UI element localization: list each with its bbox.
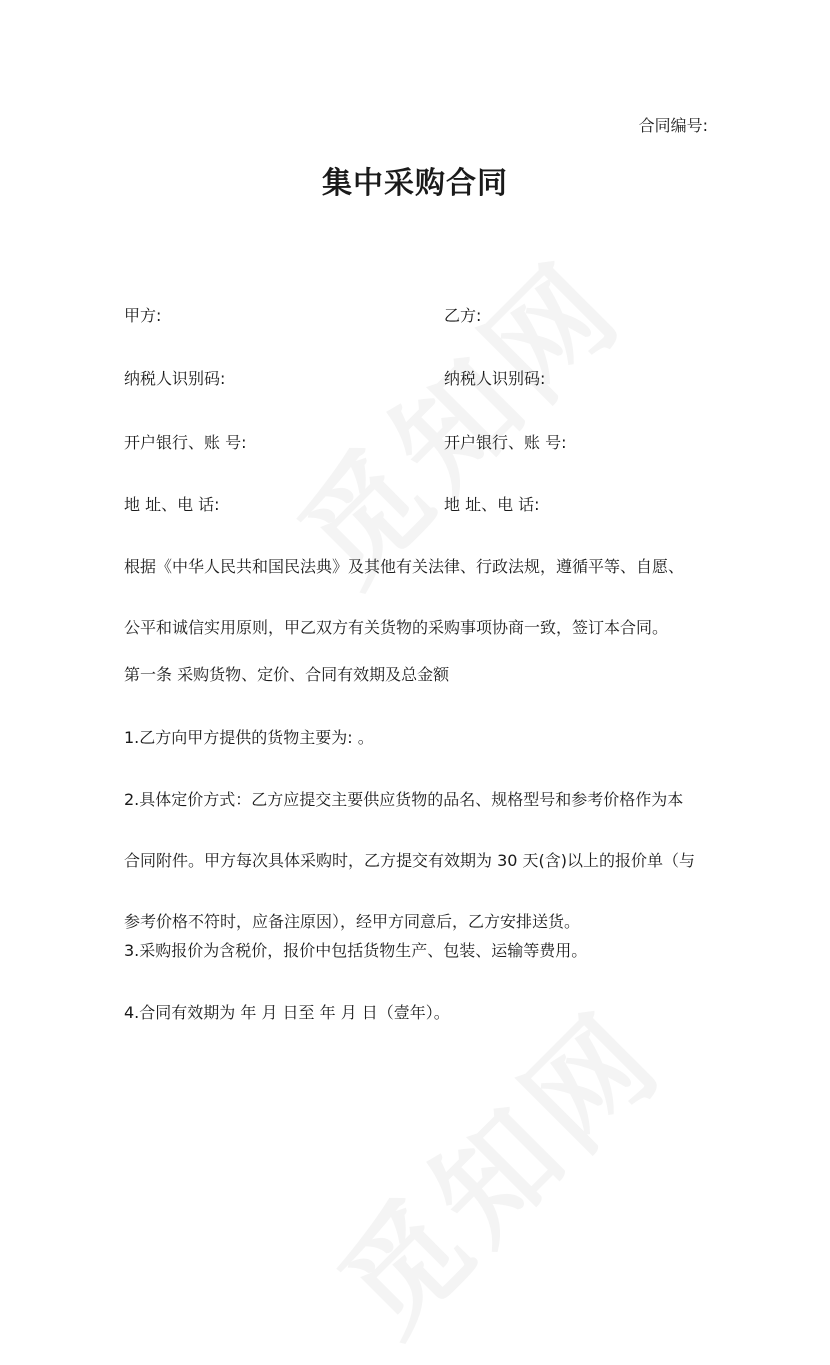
party-a-name-label: 甲方: [124,306,162,325]
item-2-line-2: 合同附件。甲方每次具体采购时，乙方提交有效期为 30 天(含)以上的报价单（与 [124,851,696,870]
party-name-row [124,303,724,327]
item-2-line-3: 参考价格不符时，应备注原因），经甲方同意后，乙方安排送货。 [124,912,581,931]
contract-title: 集中采购合同 [322,166,508,201]
party-b-address-label: 地 址、电 话: [444,495,540,514]
party-address-row [124,492,724,516]
party-tax-id-row [124,366,724,390]
contract-number-label: 合同编号: [638,116,708,135]
party-b-tax-id-label: 纳税人识别码: [444,369,546,388]
basis-line-1: 根据《中华人民共和国民法典》及其他有关法律、行政法规，遵循平等、自愿、 [124,557,685,576]
article-1-item-3: 3.采购报价为含税价，报价中包括货物生产、包装、运输等费用。 [124,941,588,960]
party-bank-row [124,430,724,454]
basis-line-2: 公平和诚信实用原则，甲乙双方有关货物的采购事项协商一致，签订本合同。 [124,618,669,637]
item-2-line-1: 2.具体定价方式：乙方应提交主要供应货物的品名、规格型号和参考价格作为本 [124,790,684,809]
article-1-item-2 [124,784,719,937]
article-1-heading: 第一条 采购货物、定价、合同有效期及总金额 [124,665,450,684]
article-1-item-4: 4.合同有效期为 年 月 日至 年 月 日（壹年）。 [124,1003,450,1022]
party-a-bank-label: 开户银行、账 号: [124,433,247,452]
basis-paragraph [124,551,719,643]
party-b-name-label: 乙方: [444,306,482,325]
article-1-item-1: 1.乙方向甲方提供的货物主要为: 。 [124,728,374,747]
party-a-address-label: 地 址、电 话: [124,495,220,514]
party-a-tax-id-label: 纳税人识别码: [124,369,226,388]
party-b-bank-label: 开户银行、账 号: [444,433,567,452]
